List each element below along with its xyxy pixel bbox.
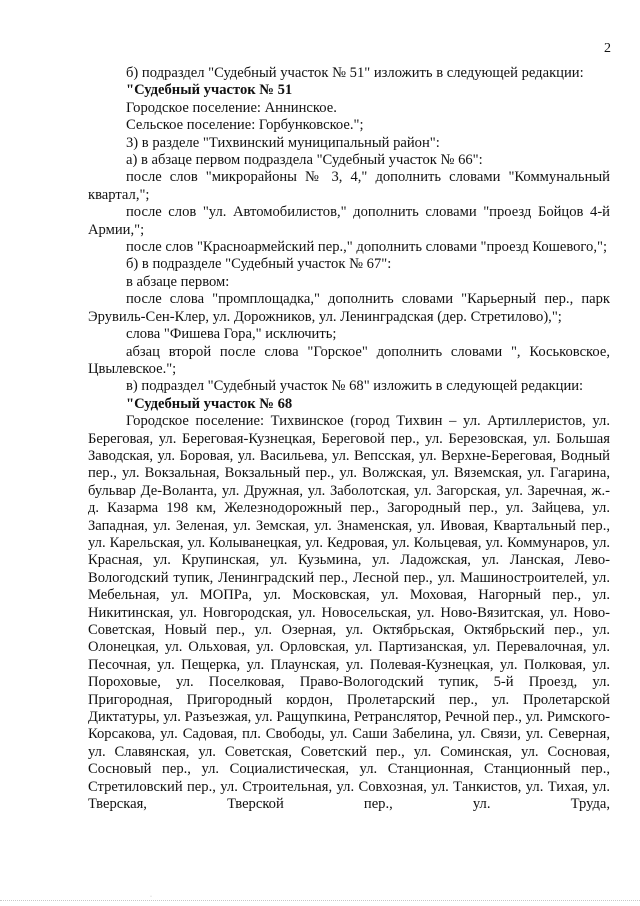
paragraph: б) подраздел "Судебный участок № 51" изложить в следующей редакции: bbox=[126, 65, 584, 81]
scan-edge bbox=[0, 900, 640, 906]
page-number: 2 bbox=[604, 41, 611, 56]
paragraph: Сельское поселение: Горбунковское."; bbox=[126, 117, 364, 134]
paragraph: после слов "ул. Автомобилистов," дополнить словами "проезд Бойцов 4-й Армии,"; bbox=[88, 204, 610, 238]
section-heading: "Судебный участок № 68 bbox=[126, 395, 293, 412]
document-body bbox=[88, 65, 610, 813]
paragraph: в абзаце первом: bbox=[126, 273, 230, 290]
paragraph: слова "Фишева Гора," исключить; bbox=[126, 326, 337, 343]
paragraph: после слов "Красноармейский пер.," дополнить словами "проезд Кошевого,"; bbox=[126, 239, 608, 256]
paragraph: в) подраздел "Судебный участок № 68" изложить в следующей редакции: bbox=[126, 378, 584, 395]
footer-mark: · bbox=[150, 894, 153, 900]
paragraph: абзац второй после слова "Горское" дополнить словами ", Коськовское, Цвылевское."; bbox=[88, 343, 610, 377]
paragraph: 3) в разделе "Тихвинский муниципальный район": bbox=[126, 134, 440, 151]
paragraph: после слов "микрорайоны № 3, 4," дополнить словами "Коммунальный квартал,"; bbox=[88, 169, 610, 203]
paragraph: а) в абзаце первом подраздела "Судебный участок № 66": bbox=[126, 152, 483, 169]
section-heading: "Судебный участок № 51 bbox=[126, 82, 293, 99]
paragraph: Городское поселение: Аннинское. bbox=[126, 99, 337, 116]
paragraph: после слова "промплощадка," дополнить словами "Карьерный пер., парк Эрувиль-Сен-Клер, ул. Дорожников, ул. Ленинградская (дер. Стретилово),"; bbox=[88, 291, 610, 325]
paragraph: Городское поселение: Тихвинское (город Тихвин – ул. Артиллеристов, ул. Береговая, ул. Береговая-Кузнецкая, Береговой пер., ул. Березовская, ул. Большая Заводская, ул. Боровая, ул. Васильева, ул. Вепсская, ул. Верхне-Береговая, Водный пер., ул. Вокзальная, Вокзальный пер., ул. Волжская, ул. Вяземская, ул. Гагарина, бульвар Де-Воланта, ул. Дружная, ул. Заболотская, ул. Загорская, ул. Заречная, ж.-д. Казарма 198 км, Железнодорожный пер., Загородный пер., ул. Зайцева, ул. Западная, ул. Зеленая, ул. Земская, ул. Знаменская, ул. Ивовая, Квартальный пер., ул. Карельская, ул. Колыванецкая, ул. Кедровая, ул. Кольцевая, ул. Коммунаров, ул. Красная, ул. Крупинская, ул. Кузьмина, ул. Ладожская, ул. Ланская, Лево-Вологодский тупик, Ленинградский пер., Лесной пер., ул. Машиностроителей, ул. Мебельная, ул. МОПРа, ул. Московская, ул. Моховая, Нагорный пер., ул. Никитинская, ул. Новгородская, ул. Новосельская, ул. Ново-Вязитская, ул. Ново-Советская, Новый пер., ул. Озерная, ул. Октябрьская, Октябрьский пер., ул. Олонецкая, ул. Ольховая, ул. Орловская, ул. Партизанская, ул. Перевалочная, ул. Песочная, ул. Пещерка, ул. Плаунская, ул. Полевая-Кузнецкая, ул. Полковая, ул. Пороховые, ул. Поселковая, Право-Вологодский тупик, 5-й Проезд, ул. Пригородная, Пригородный кордон, Пролетарский пер., ул. Пролетарской Диктатуры, ул. Разъезжая, ул. Ращупкина, Ретранслятор, Речной пер., ул. Римского-Корсакова, ул. Садовая, пл. Свободы, ул. Саши Забелина, ул. Связи, ул. Северная, ул. Славянская, ул. Советская, Советский пер., ул. Соминская, ул. Сосновая, Сосновый пер., ул. Социалистическая, ул. Станционная, Станционный пер., Стретиловский пер., ул. Строительная, ул. Совхозная, ул. Танкистов, ул. Тихая, ул. Тверская, Тверской пер., ул. Труда, bbox=[88, 413, 610, 813]
paragraph: б) в подразделе "Судебный участок № 67": bbox=[126, 256, 392, 273]
